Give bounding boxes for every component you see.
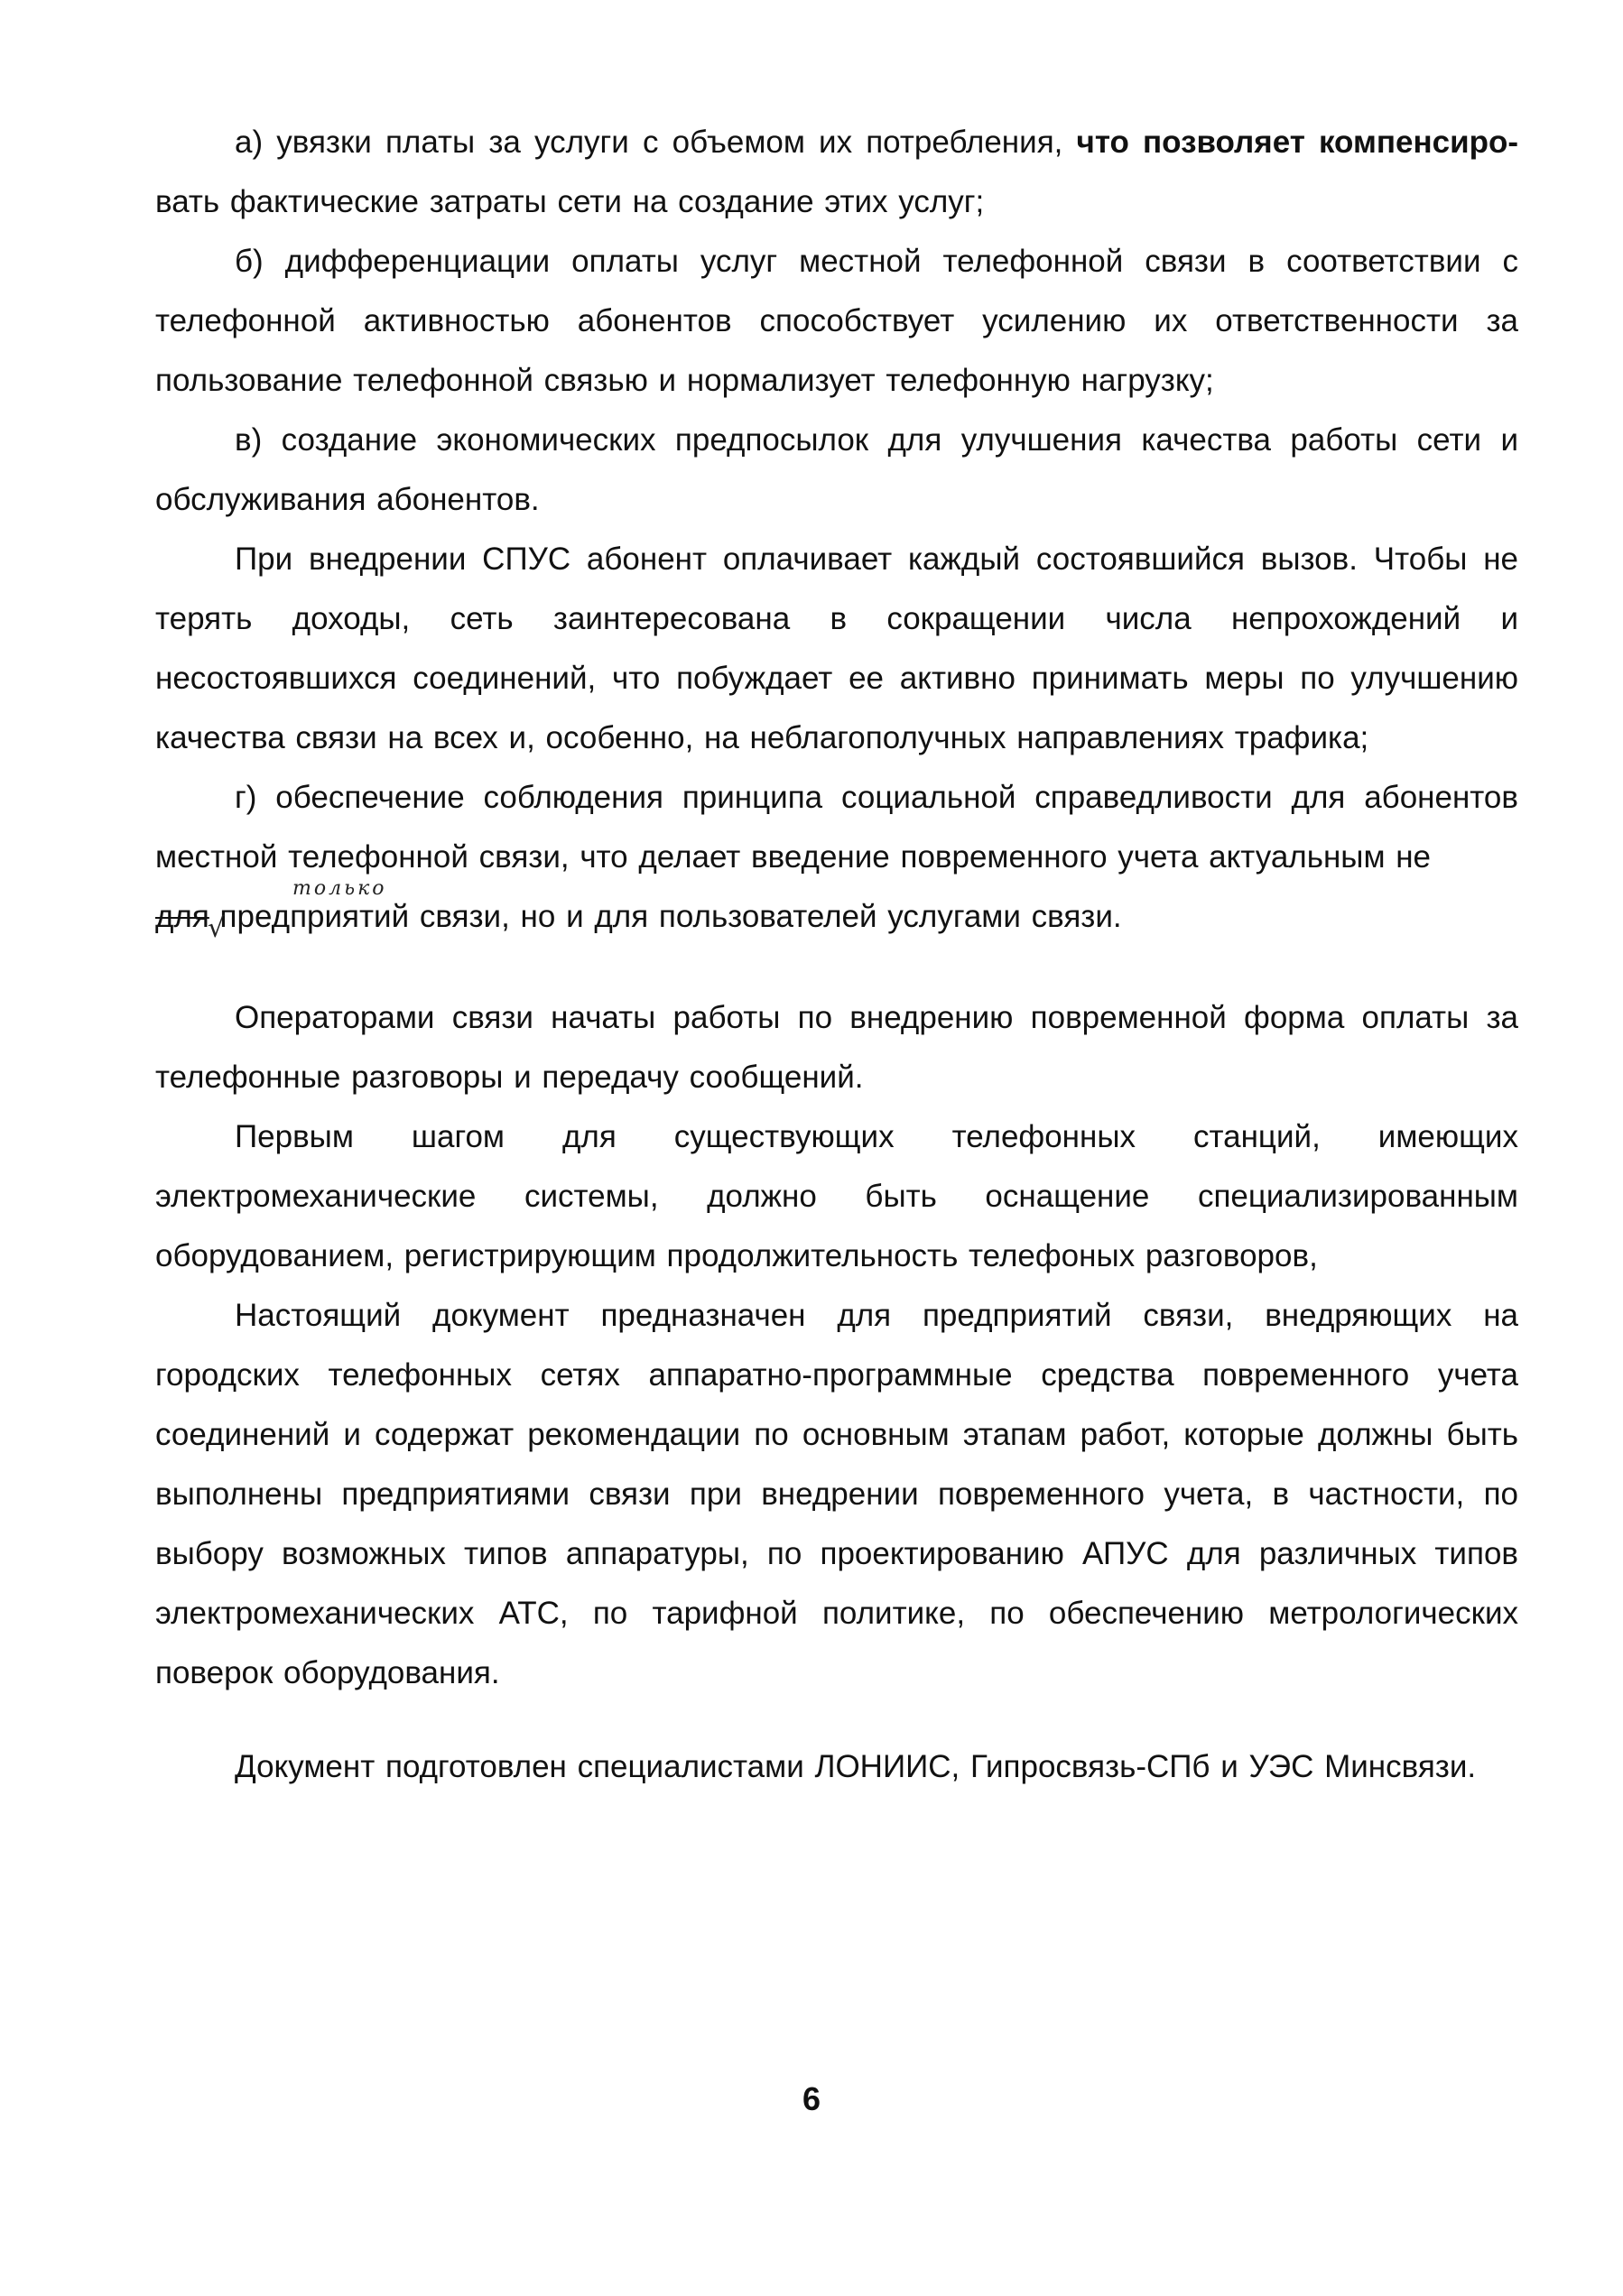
- paragraph-b: б) дифференциации оплаты услуг местной телефонной связи в соответствии с телефонной активностью абонентов способствует усилению их ответственности за пользование телефонной связью и нормализует телефонную нагрузку;: [155, 244, 1518, 398]
- paragraph-a-bold: что позволяет компенсиро-: [1076, 125, 1518, 160]
- paragraph-a-end: вать фактические затраты сети на создание этих услуг;: [155, 184, 985, 219]
- paragraph-v: в) создание экономических предпосылок для улучшения качества работы сети и обслуживания абонентов.: [155, 422, 1518, 517]
- corrected-line: [155, 877, 1122, 944]
- paragraph-spus: При внедрении СПУС абонент оплачивает каждый состоявшийся вызов. Чтобы не терять доходы, сеть заинтересована в сокращении числа непрохождений и несостоявшихся соединений, что побуждает ее активно принимать меры по улучшению качества связи на всех и, особенно, на неблагополучных направлениях трафика;: [155, 542, 1518, 755]
- paragraph-prepared-by: Документ подготовлен специалистами ЛОНИИС, Гипросвязь-СПб и УЭС Минсвязи.: [235, 1749, 1477, 1784]
- paragraph-first-step: Первым шагом для существующих телефонных станций, имеющих электромеханические системы, должно быть оснащение специализированным оборудованием, регистрирующим продолжительность телефоных разговоров,: [155, 1119, 1518, 1273]
- paragraph-operators: Операторами связи начаты работы по внедрению повременной форма оплаты за телефонные разговоры и передачу сообщений.: [155, 1000, 1518, 1095]
- page-number: 6: [802, 2080, 821, 2117]
- text-block-enumeration: [155, 113, 1518, 947]
- paragraph-g: [155, 768, 1518, 947]
- text-block-prepared: [155, 1737, 1518, 1797]
- insertion-caret-icon: √: [208, 912, 226, 944]
- handwritten-insert: только: [292, 877, 387, 900]
- paragraph-a-start: а) увязки платы за услуги с объемом их потребления,: [235, 125, 1063, 160]
- paragraph-g-end: предприятий связи, но и для пользователей услугами связи.: [219, 899, 1122, 934]
- paragraph-a: [155, 113, 1518, 232]
- text-block-operators: [155, 988, 1518, 1703]
- paragraph-document-purpose: Настоящий документ предназначен для предприятий связи, внедряющих на городских телефонных сетях аппаратно-программные средства повременного учета соединений и содержат рекомендации по основным этапам работ, которые должны быть выполнены предприятиями связи при внедрении повременного учета, в частности, по выбору возможных типов аппаратуры, по проектированию АПУС для различных типов электромеханических АТС, по тарифной политике, по обеспечению метрологических поверок оборудования.: [155, 1298, 1518, 1690]
- paragraph-g-text: г) обеспечение соблюдения принципа социальной справедливости для абонентов местной телефонной связи, что делает введение повременного учета актуальным не: [155, 780, 1518, 875]
- struck-word: для: [155, 899, 209, 934]
